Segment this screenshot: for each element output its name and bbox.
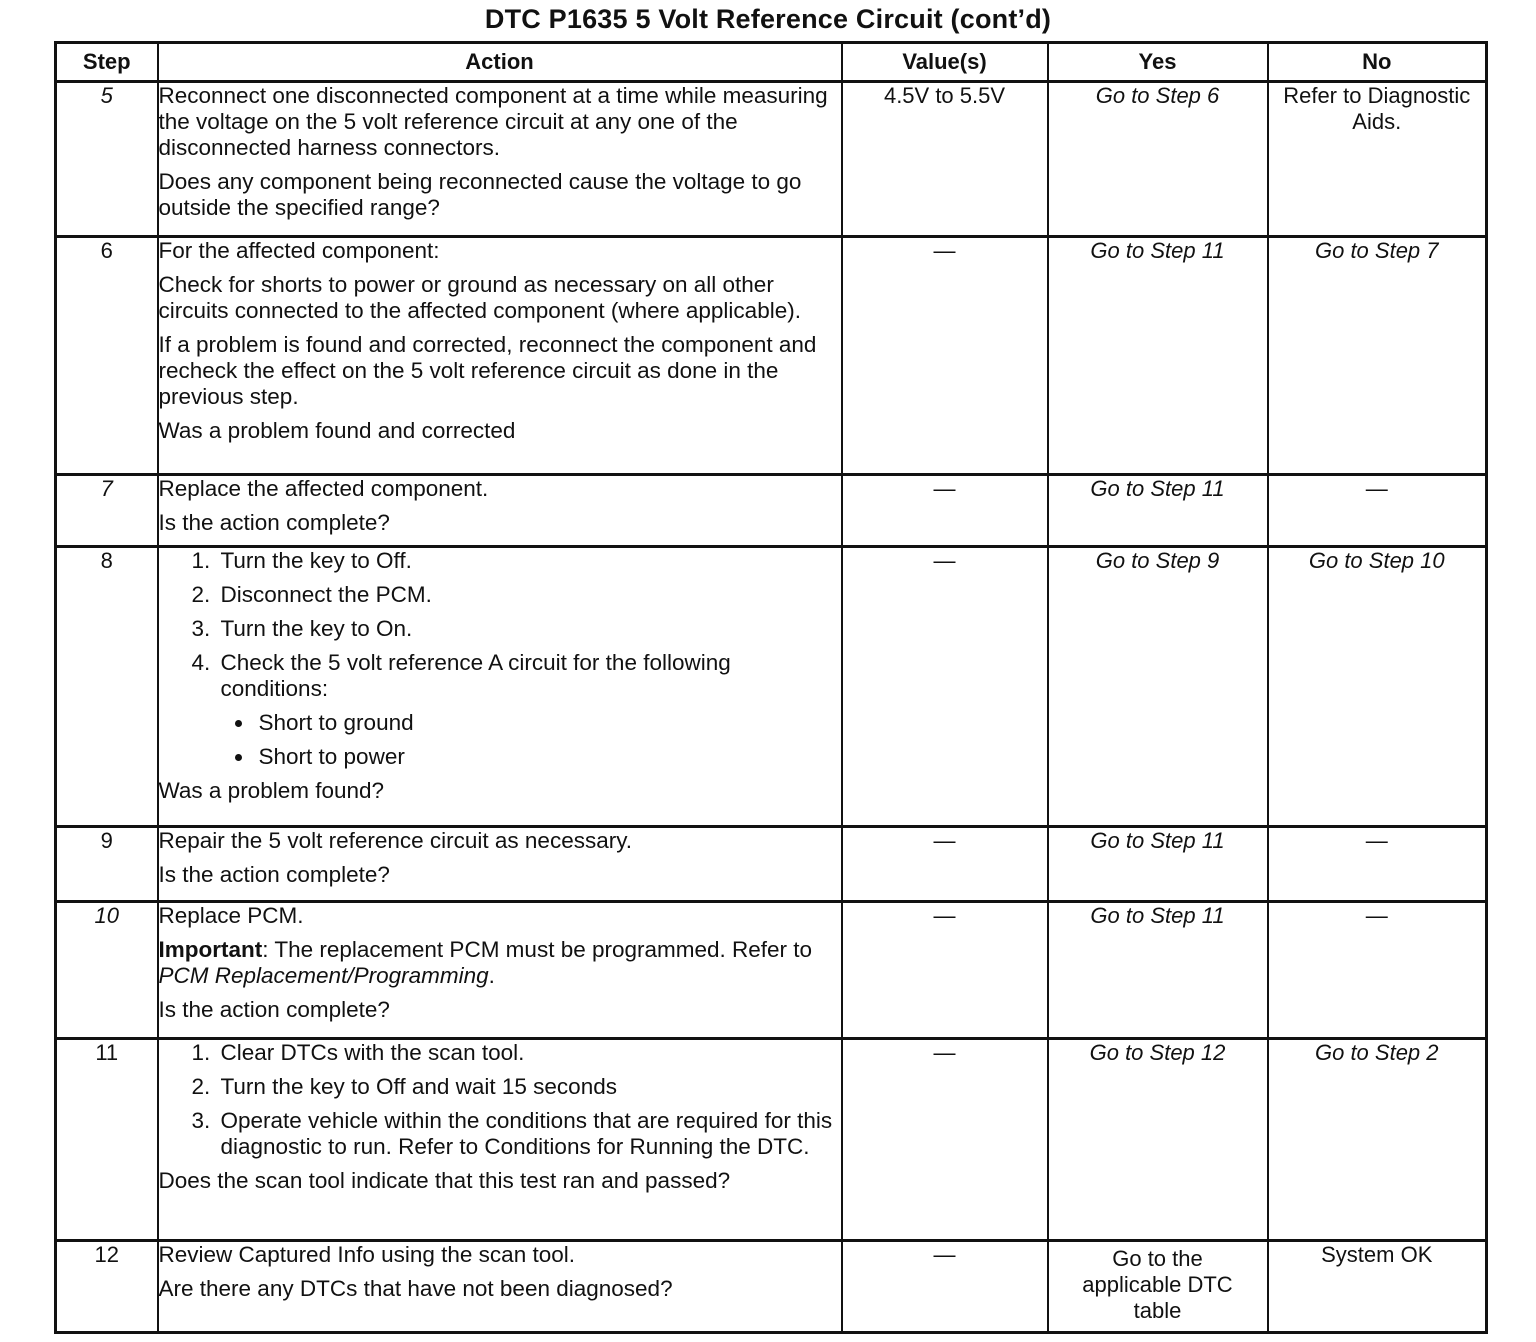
action-question: Was a problem found? [158, 778, 385, 803]
action-cell [158, 902, 842, 1039]
header-no: No [1268, 43, 1487, 82]
action-question: Was a problem found and corrected [158, 418, 516, 443]
list-item: 3. Turn the key to On. [217, 616, 841, 642]
bullet-item: • Short to ground [255, 710, 841, 736]
table-row-step-11 [56, 1039, 1487, 1241]
no-dash: — [1268, 475, 1487, 547]
no-dash: — [1268, 902, 1487, 1039]
no-dash: — [1268, 827, 1487, 902]
conditions-list [221, 710, 841, 770]
action-text: If a problem is found and corrected, reconnect the component and recheck the effect on the 5 volt reference circuit as done in the previous step. [158, 332, 817, 409]
yes-link[interactable]: Go to Step 6 [1048, 82, 1268, 237]
action-cell [158, 237, 842, 475]
action-steps-list [159, 548, 841, 770]
action-cell [158, 82, 842, 237]
value-cell: 4.5V to 5.5V [842, 82, 1048, 237]
action-cell [158, 1241, 842, 1333]
action-text: Review Captured Info using the scan tool. [158, 1242, 575, 1267]
yes-link[interactable]: Go to Step 12 [1048, 1039, 1268, 1241]
yes-link[interactable]: Go to Step 11 [1048, 902, 1268, 1039]
no-link[interactable]: Go to Step 7 [1268, 237, 1487, 475]
action-steps-list [159, 1040, 841, 1160]
value-dash: — [842, 1039, 1048, 1241]
no-link[interactable]: Refer to Diagnostic Aids. [1268, 82, 1487, 237]
table-row-step-7 [56, 475, 1487, 547]
list-item: 1. Clear DTCs with the scan tool. [217, 1040, 841, 1066]
procedure-reference[interactable]: PCM Replacement/Programming [158, 963, 489, 988]
list-item: 1. Turn the key to Off. [217, 548, 841, 574]
important-note [159, 937, 841, 989]
action-text: For the affected component: [158, 238, 440, 263]
header-values: Value(s) [842, 43, 1048, 82]
important-text: : The replacement PCM must be programmed. Refer to [262, 937, 813, 962]
action-cell [158, 827, 842, 902]
step-number: 5 [56, 82, 158, 237]
no-link[interactable]: Go to Step 2 [1268, 1039, 1487, 1241]
value-dash: — [842, 902, 1048, 1039]
yes-link[interactable]: Go to the applicable DTC table [1048, 1241, 1268, 1333]
action-question: Is the action complete? [158, 997, 390, 1022]
header-yes: Yes [1048, 43, 1268, 82]
important-label: Important [158, 937, 263, 962]
action-cell [158, 1039, 842, 1241]
header-action: Action [158, 43, 842, 82]
action-text: Check for shorts to power or ground as necessary on all other circuits connected to the affected component (where applicable). [158, 272, 801, 323]
table-row-step-12 [56, 1241, 1487, 1333]
value-dash: — [842, 237, 1048, 475]
action-question: Is the action complete? [158, 862, 390, 887]
action-text: Replace PCM. [158, 903, 304, 928]
value-dash: — [842, 1241, 1048, 1333]
list-item [217, 650, 841, 770]
action-question: Does any component being reconnected cause the voltage to go outside the specified range? [158, 169, 802, 220]
header-step: Step [56, 43, 158, 82]
action-cell [158, 547, 842, 827]
diagnostic-table [54, 41, 1488, 1334]
table-row-step-10 [56, 902, 1487, 1039]
bullet-item: • Short to power [255, 744, 841, 770]
table-row-step-8 [56, 547, 1487, 827]
action-text: Replace the affected component. [158, 476, 489, 501]
no-link[interactable]: System OK [1268, 1241, 1487, 1333]
table-row-step-5 [56, 82, 1487, 237]
table-header-row [56, 43, 1487, 82]
step-number: 7 [56, 475, 158, 547]
list-item: 2. Turn the key to Off and wait 15 seconds [217, 1074, 841, 1100]
action-cell [158, 475, 842, 547]
action-question: Are there any DTCs that have not been diagnosed? [158, 1276, 673, 1301]
step-number: 6 [56, 237, 158, 475]
value-dash: — [842, 475, 1048, 547]
action-question: Does the scan tool indicate that this test ran and passed? [158, 1168, 731, 1193]
step-number: 11 [56, 1039, 158, 1241]
yes-link[interactable]: Go to Step 11 [1048, 827, 1268, 902]
list-item: 3. Operate vehicle within the conditions that are required for this diagnostic to run. Refer to Conditions for Running the DTC. [217, 1108, 841, 1160]
list-item-text: Check the 5 volt reference A circuit for the following conditions: [220, 650, 731, 701]
action-text: Reconnect one disconnected component at a time while measuring the voltage on the 5 volt reference circuit at any one of the disconnected harness connectors. [158, 83, 828, 160]
table-row-step-6 [56, 237, 1487, 475]
page-title: DTC P1635 5 Volt Reference Circuit (cont’d) [484, 4, 1052, 34]
yes-link[interactable]: Go to Step 11 [1048, 237, 1268, 475]
no-link[interactable]: Go to Step 10 [1268, 547, 1487, 827]
step-number: 8 [56, 547, 158, 827]
value-dash: — [842, 547, 1048, 827]
yes-link[interactable]: Go to Step 11 [1048, 475, 1268, 547]
table-row-step-9 [56, 827, 1487, 902]
step-number: 9 [56, 827, 158, 902]
yes-link[interactable]: Go to Step 9 [1048, 547, 1268, 827]
important-end: . [488, 963, 495, 988]
list-item: 2. Disconnect the PCM. [217, 582, 841, 608]
action-text: Repair the 5 volt reference circuit as necessary. [158, 828, 633, 853]
value-dash: — [842, 827, 1048, 902]
step-number: 10 [56, 902, 158, 1039]
action-question: Is the action complete? [158, 510, 390, 535]
step-number: 12 [56, 1241, 158, 1333]
